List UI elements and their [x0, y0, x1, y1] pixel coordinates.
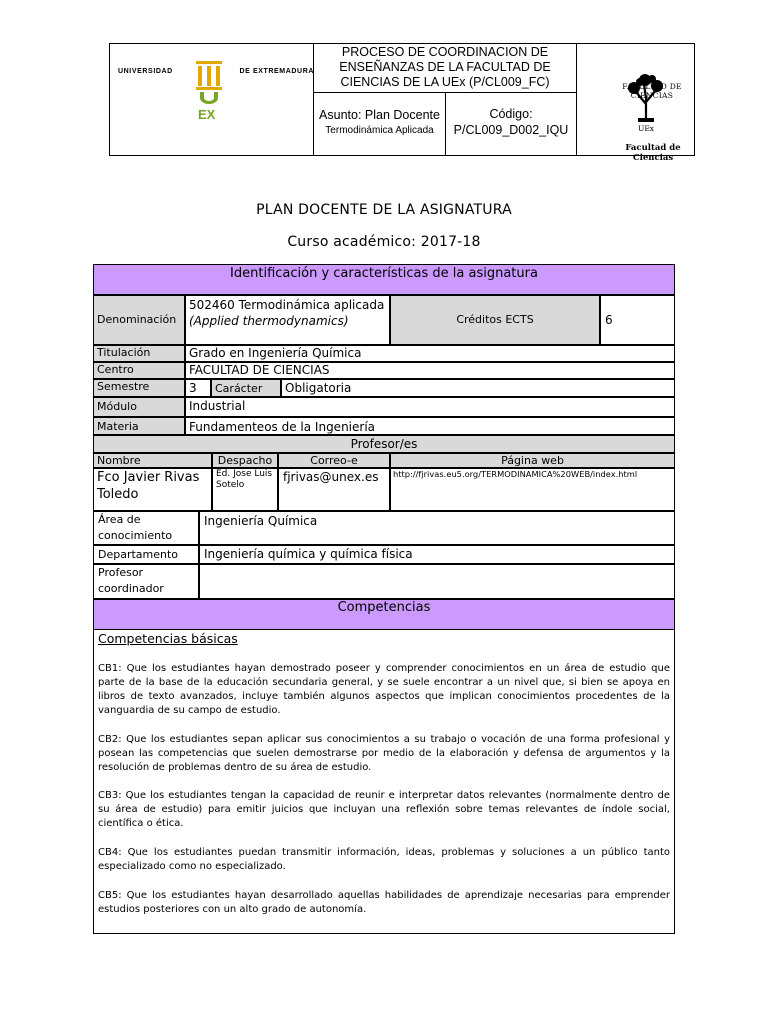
centro-label-cell — [93, 362, 185, 379]
denominacion-english: (Applied thermodynamics) — [189, 314, 349, 328]
competencia-cb2: CB2: Que los estudiantes sepan aplicar sus conocimientos a su trabajo o vocación de una forma profesional y posean las competencias que suelen demostrarse por medio de la elaboración y defensa de argumentos y la resolución de problemas dentro de su área de estudio. — [98, 734, 670, 773]
process-title: PROCESO DE COORDINACION DE ENSEÑANZAS DE LA FACULTAD DE CIENCIAS DE LA UEx (P/CL009_FC) — [339, 45, 551, 89]
denominacion-label-cell — [93, 295, 185, 345]
modulo-value: Industrial — [185, 397, 675, 417]
col-header-web: Página web — [390, 453, 675, 468]
competencias-basicas-heading: Competencias básicas — [98, 631, 238, 646]
caracter-label: Carácter — [215, 382, 263, 395]
creditos-value: 6 — [605, 313, 613, 327]
col-header-correo: Correo-e — [278, 453, 390, 468]
departamento-value: Ingeniería química y química física — [199, 545, 675, 564]
titulacion-label: Titulación — [97, 346, 151, 359]
codigo-value: P/CL009_D002_IQU — [453, 123, 569, 137]
profesor-web-link[interactable]: http://fjrivas.eu5.org/TERMODINAMICA%20WEB/index.html — [390, 468, 675, 511]
profesor-email-link[interactable]: fjrivas@unex.es — [278, 468, 390, 511]
titulacion-value: Grado en Ingeniería Química — [185, 345, 675, 362]
centro-label: Centro — [97, 363, 134, 376]
seal-arc-text: FACULTAD DE CIENCIAS — [622, 82, 682, 100]
materia-label-cell — [93, 417, 185, 435]
section-heading-identificacion: Identificación y características de la asignatura — [93, 264, 675, 295]
asunto-subject: Termodinámica Aplicada — [325, 125, 434, 136]
area-value: Ingeniería Química — [199, 511, 675, 545]
competencia-cb3: CB3: Que los estudiantes tengan la capacidad de reunir e interpretar datos relevantes (normalmente dentro de su área de estudio) para emitir juicios que incluyan una reflexión sobre temas relevantes de índole social, científica o ética. — [98, 790, 670, 829]
university-name-left: UNIVERSIDAD — [118, 68, 173, 75]
modulo-label: Módulo — [97, 400, 137, 413]
modulo-label-cell — [93, 397, 185, 417]
creditos-label: Créditos ECTS — [456, 313, 534, 326]
caracter-label-cell — [211, 379, 281, 397]
materia-label: Materia — [97, 420, 139, 433]
area-label: Área de conocimiento — [93, 511, 199, 545]
coordinador-label: Profesor coordinador — [93, 564, 199, 599]
section-heading-competencias: Competencias — [93, 599, 675, 630]
university-name-right: DE EXTREMADURA — [239, 68, 314, 75]
creditos-value-cell — [600, 295, 675, 345]
section-heading-profesores: Profesor/es — [93, 435, 675, 453]
departamento-label: Departamento — [93, 545, 199, 564]
semestre-value: 3 — [185, 379, 211, 397]
denominacion-label: Denominación — [97, 313, 177, 326]
titulacion-label-cell — [93, 345, 185, 362]
document-title: PLAN DOCENTE DE LA ASIGNATURA — [256, 202, 512, 218]
seal-uex: UEx — [638, 124, 655, 133]
competencia-cb1: CB1: Que los estudiantes hayan demostrado poseer y comprender conocimientos en un área de estudio que parte de la base de la educación secundaria general, y se suele encontrar a un nivel que, si bien se apoya en libros de texto avanzados, incluye también algunos aspectos que implican conocimientos procedentes de la vanguardia de su campo de estudio. — [98, 663, 670, 716]
asunto-label: Asunto: Plan Docente — [319, 108, 440, 122]
course-year: Curso académico: 2017-18 — [287, 234, 481, 250]
col-header-nombre: Nombre — [93, 453, 212, 468]
codigo-label: Código: — [489, 107, 533, 121]
creditos-label-cell — [390, 295, 600, 345]
col-header-despacho: Despacho — [212, 453, 278, 468]
caracter-value: Obligatoria — [281, 379, 675, 397]
materia-value: Fundamenteos de la Ingeniería — [185, 417, 675, 435]
profesor-nombre: Fco Javier Rivas Toledo — [93, 468, 212, 511]
seal-caption: Facultad de Ciencias — [625, 143, 681, 163]
denominacion-value-cell — [185, 295, 390, 345]
profesor-despacho: Ed. Jose Luis Sotelo — [212, 468, 278, 511]
document-header — [109, 43, 695, 163]
centro-value: FACULTAD DE CIENCIAS — [185, 362, 675, 379]
logo-letters: EX — [198, 107, 216, 122]
semestre-label-cell — [93, 379, 185, 397]
competencia-cb4: CB4: Que los estudiantes puedan transmitir información, ideas, problemas y soluciones a un público tanto especializado como no especializado. — [98, 847, 670, 872]
coordinador-value — [199, 564, 675, 599]
denominacion-value: 502460 Termodinámica aplicada — [189, 298, 385, 312]
semestre-label: Semestre — [97, 380, 150, 393]
competencia-cb5: CB5: Que los estudiantes hayan desarrollado aquellas habilidades de aprendizaje necesarias para emprender estudios posteriores con un alto grado de autonomía. — [98, 890, 670, 915]
